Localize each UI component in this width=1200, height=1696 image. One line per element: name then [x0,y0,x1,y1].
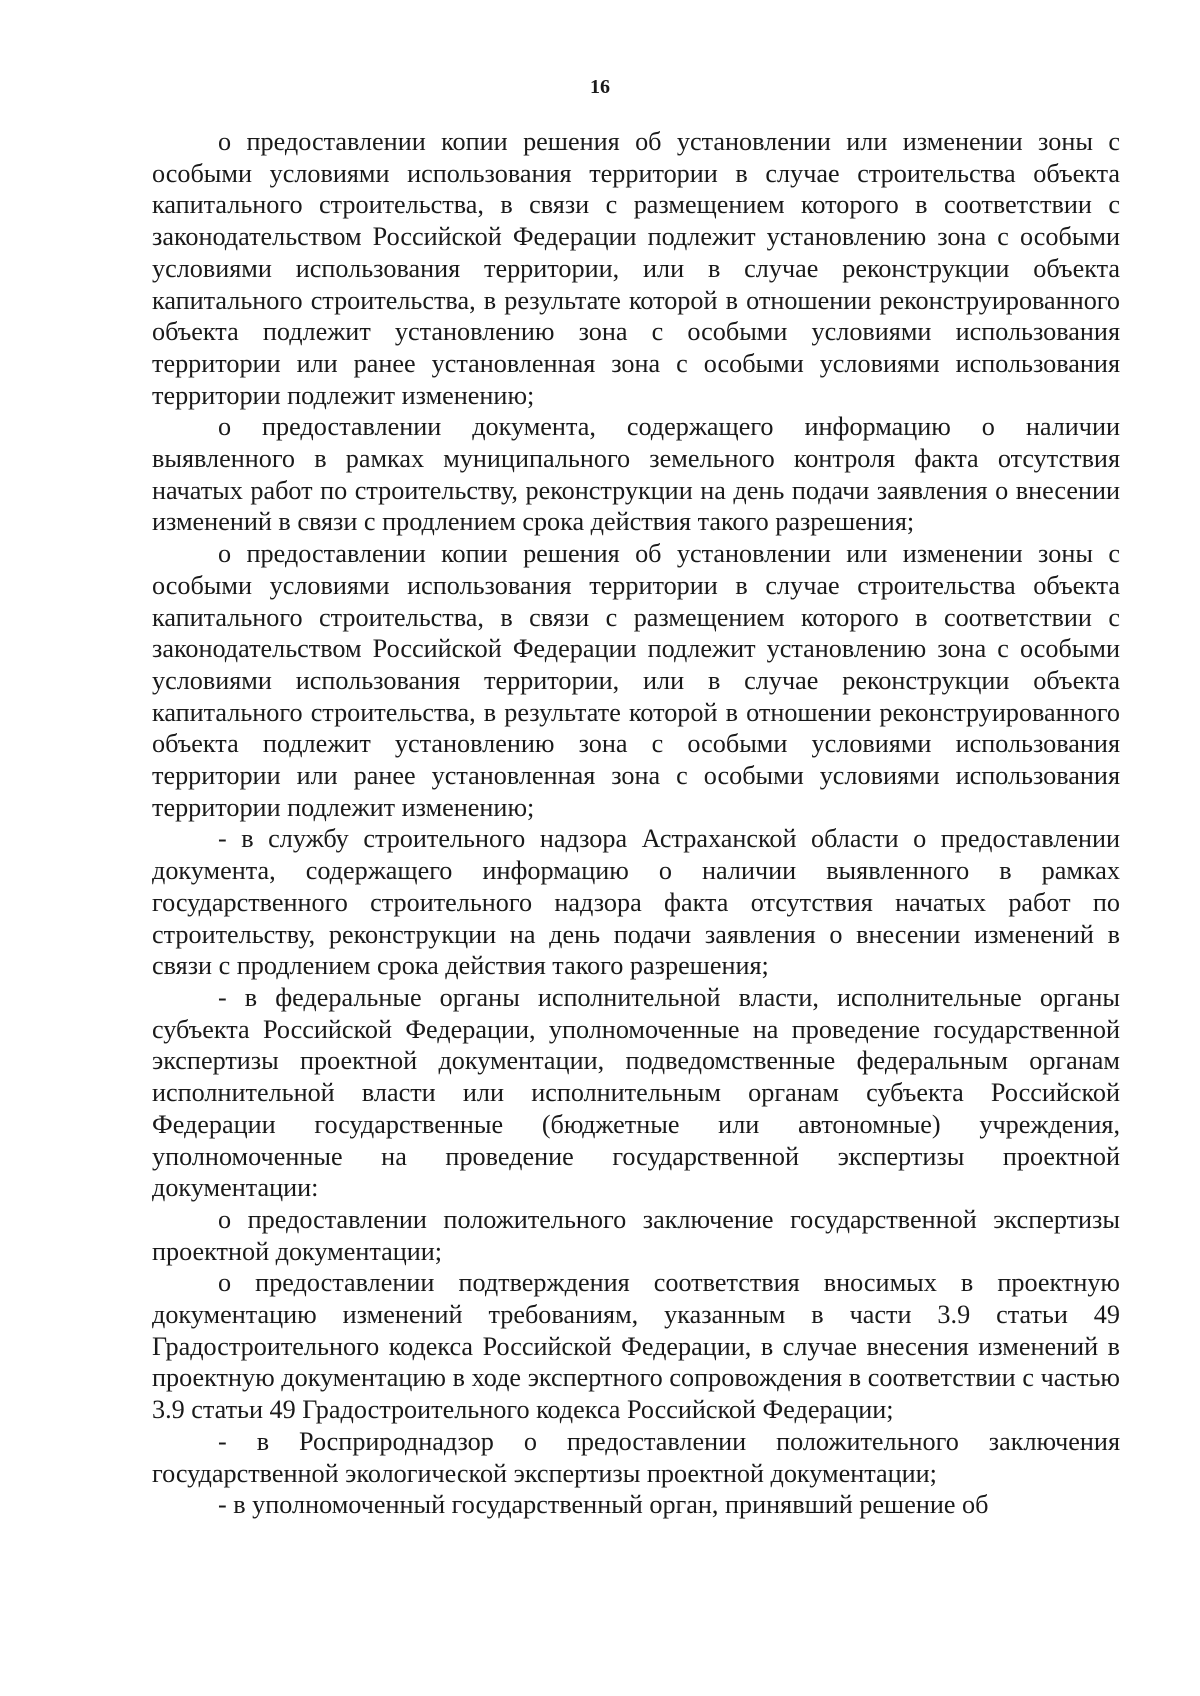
document-body [152,126,1120,1521]
paragraph-construction-supervision-request: - в службу строительного надзора Астраханской области о предоставлении документа, содержащего информацию о наличии выявленного в рамках государственного строительного надзора факта отсутствия начатых работ по строительству, реконструкции на день подачи заявления о внесении изменений в связи с продлением срока действия такого разрешения; [152,824,1120,981]
paragraph-zone-copy-request-repeat: о предоставлении копии решения об установлении или изменении зоны с особыми условиями использования территории в случае строительства объекта капитального строительства, в связи с размещением которого в соответствии с законодательством Российской Федерации подлежит установлению зона с особыми условиями использования территории, или в случае реконструкции объекта капитального строительства, в результате которой в отношении реконструированного объекта подлежит установлению зона с особыми условиями использования территории или ранее установленная зона с особыми условиями использования территории подлежит изменению; [152,539,1120,822]
paragraph-authorized-body-request: - в уполномоченный государственный орган, принявший решение об [218,1490,989,1520]
paragraph-rosprirodnadzor-request: - в Росприроднадзор о предоставлении положительного заключения государственной экологической экспертизы проектной документации; [152,1426,1120,1488]
paragraph-positive-expertise-request: о предоставлении положительного заключение государственной экспертизы проектной документации; [152,1204,1120,1266]
paragraph-municipal-control-document-request: о предоставлении документа, содержащего информацию о наличии выявленного в рамках муниципального земельного контроля факта отсутствия начатых работ по строительству, реконструкции на день подачи заявления о внесении изменений в связи с продлением срока действия такого разрешения; [152,412,1120,537]
paragraph-compliance-confirmation-request: о предоставлении подтверждения соответствия вносимых в проектную документацию изменений требованиям, указанным в части 3.9 статьи 49 Градостроительного кодекса Российской Федерации, в случае внесения изменений в проектную документацию в ходе экспертного сопровождения в соответствии с частью 3.9 статьи 49 Градостроительного кодекса Российской Федерации; [152,1268,1120,1425]
paragraph-federal-expertise-bodies: - в федеральные органы исполнительной власти, исполнительные органы субъекта Российской Федерации, уполномоченные на проведение государственной экспертизы проектной документации, подведомственные федеральным органам исполнительной власти или исполнительным органам субъекта Российской Федерации государственные (бюджетные или автономные) учреждения, уполномоченные на проведение государственной экспертизы проектной документации: [152,982,1120,1203]
paragraph-municipal-zone-copy-request: о предоставлении копии решения об установлении или изменении зоны с особыми условиями использования территории в случае строительства объекта капитального строительства, в связи с размещением которого в соответствии с законодательством Российской Федерации подлежит установлению зона с особыми условиями использования территории, или в случае реконструкции объекта капитального строительства, в результате которой в отношении реконструированного объекта подлежит установлению зона с особыми условиями использования территории или ранее установленная зона с особыми условиями использования территории подлежит изменению; [152,127,1120,410]
page-number: 16 [590,76,610,98]
